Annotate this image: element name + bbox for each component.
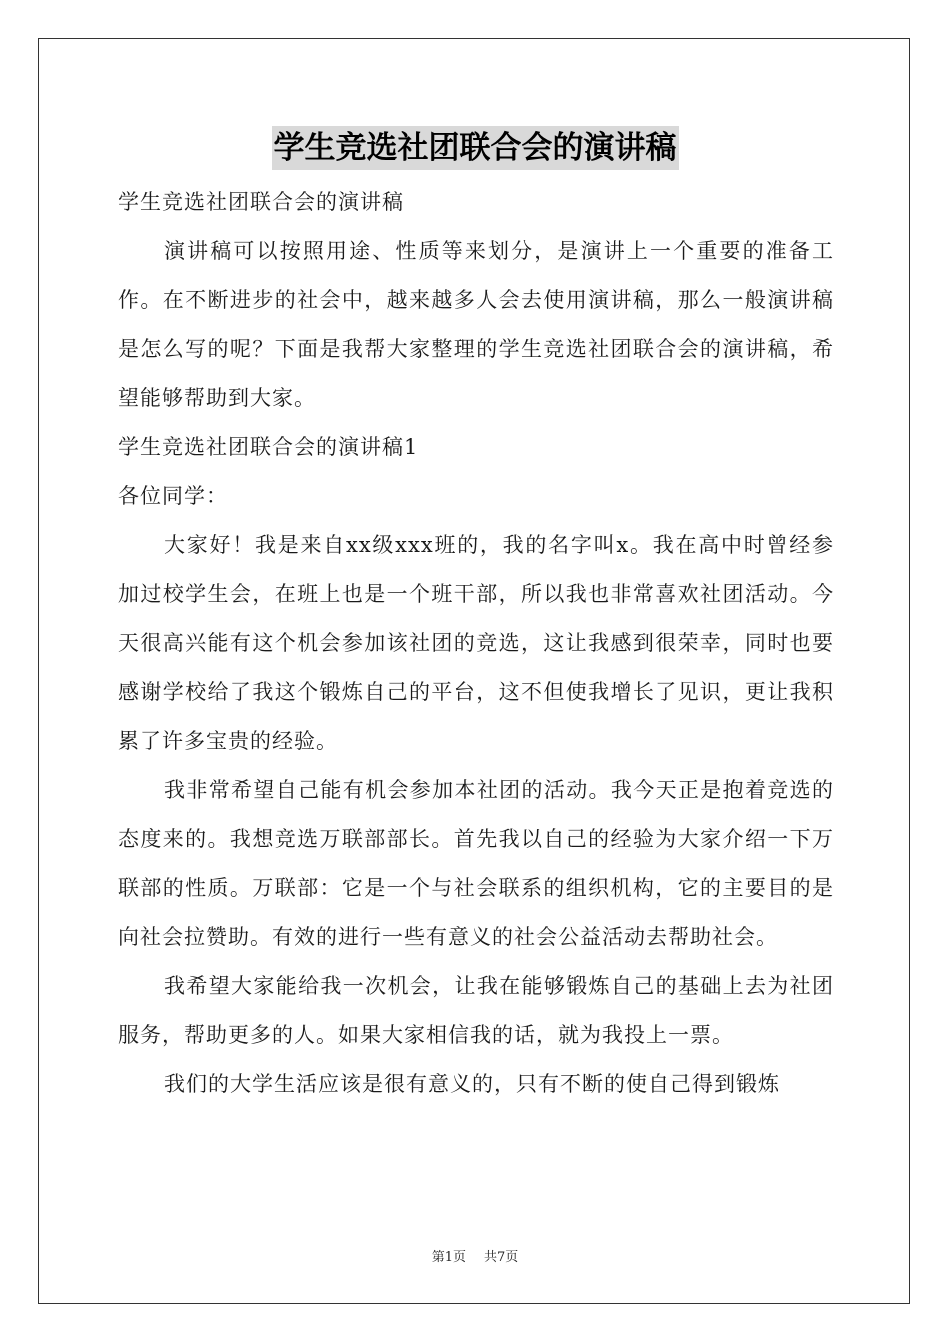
page-count: 共7页 [484, 1250, 519, 1265]
section-heading: 学生竞选社团联合会的演讲稿1 [118, 435, 419, 459]
salutation: 各位同学： [118, 484, 228, 508]
intro-paragraph: 演讲稿可以按照用途、性质等来划分，是演讲上一个重要的准备工作。在不断进步的社会中，越来越多人会去使用演讲稿，那么一般演讲稿是怎么写的呢？下面是我帮大家整理的学生竞选社团联合会的演讲稿，希望能够帮助到大家。 [118, 239, 834, 410]
subtitle-paragraph: 学生竞选社团联合会的演讲稿 [118, 190, 404, 214]
page-number: 第1页 [431, 1250, 466, 1265]
document-title: 学生竞选社团联合会的演讲稿 [272, 126, 679, 170]
page-footer [0, 1246, 950, 1265]
body-paragraph: 大家好！我是来自xx级xxx班的，我的名字叫x。我在高中时曾经参加过校学生会，在班上也是一个班干部，所以我也非常喜欢社团活动。今天很高兴能有这个机会参加该社团的竞选，这让我感到很荣幸，同时也要感谢学校给了我这个锻炼自己的平台，这不但使我增长了见识，更让我积累了许多宝贵的经验。 [118, 533, 834, 753]
body-paragraph: 我希望大家能给我一次机会，让我在能够锻炼自己的基础上去为社团服务，帮助更多的人。如果大家相信我的话，就为我投上一票。 [118, 974, 834, 1047]
body-paragraph: 我非常希望自己能有机会参加本社团的活动。我今天正是抱着竞选的态度来的。我想竞选万联部部长。首先我以自己的经验为大家介绍一下万联部的性质。万联部：它是一个与社会联系的组织机构，它的主要目的是向社会拉赞助。有效的进行一些有意义的社会公益活动去帮助社会。 [118, 778, 834, 949]
document-body [118, 178, 834, 1109]
body-paragraph: 我们的大学生活应该是很有意义的，只有不断的使自己得到锻炼 [164, 1072, 780, 1096]
title-container [0, 126, 950, 170]
